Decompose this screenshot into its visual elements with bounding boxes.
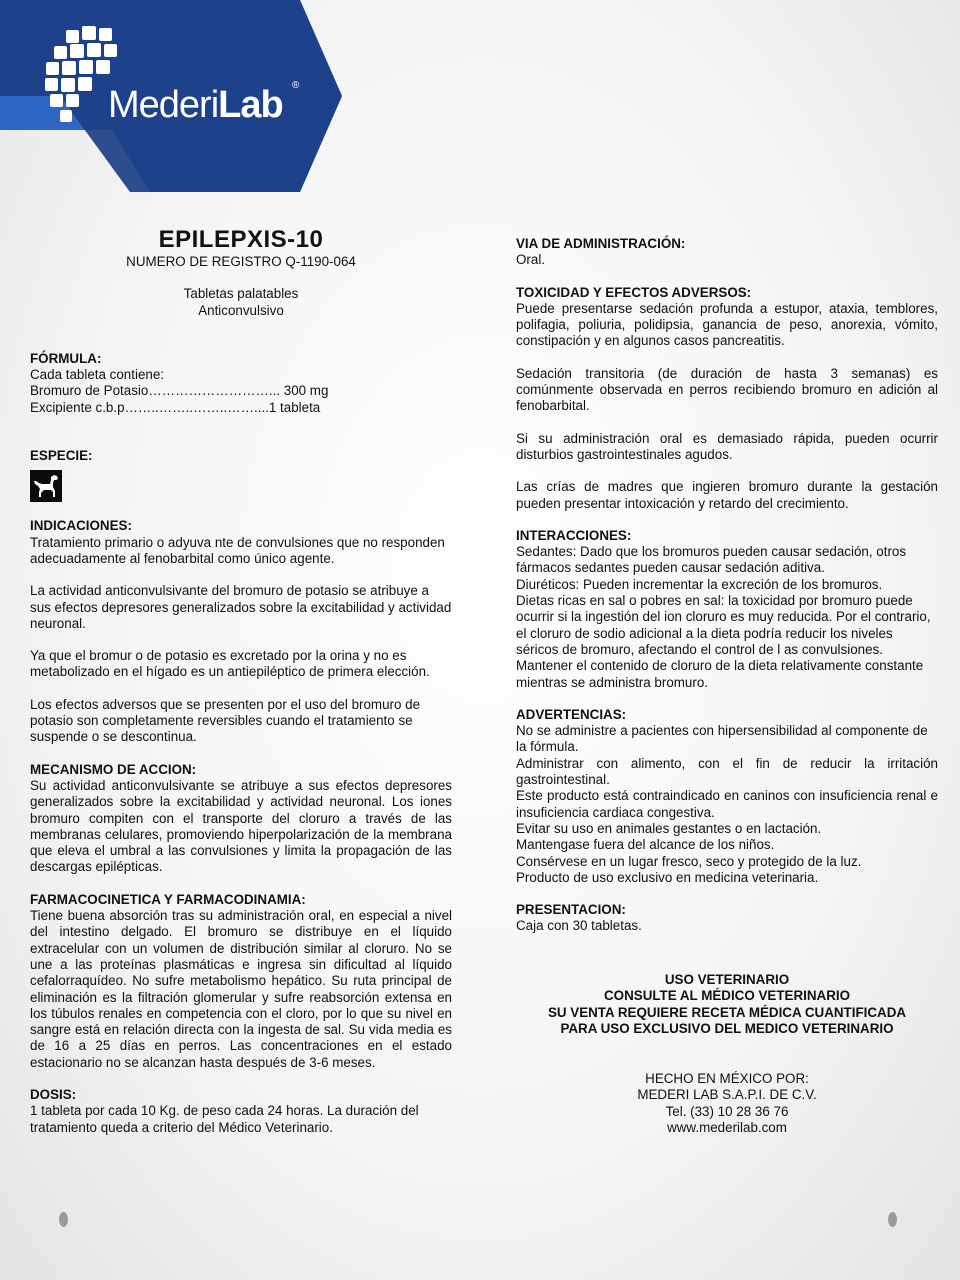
- fold-mark-left: [59, 1212, 68, 1227]
- indicaciones-paragraph: Tratamiento primario o adyuva nte de convulsiones que no responden adecuadamente al fenobarbital como único agente.: [30, 534, 445, 566]
- fold-mark-right: [888, 1212, 897, 1227]
- via-text: Oral.: [516, 252, 546, 268]
- via-heading: VIA DE ADMINISTRACIÓN:: [516, 236, 686, 251]
- toxicidad-paragraph: Puede presentarse sedación profunda a estupor, ataxia, temblores, polifagia, poliuria, polidipsia, ganancia de peso, anorexia, vómito, constipación y en algunos casos pancreatitis.: [516, 300, 938, 349]
- left-column: [30, 226, 452, 1136]
- toxicidad-paragraph: Las crías de madres que ingieren bromuro durante la gestación pueden presentar intoxicación y retardo del crecimiento.: [516, 479, 938, 511]
- toxicidad-paragraph: Si su administración oral es demasiado rápida, pueden ocurrir disturbios gastrointestinales agudos.: [516, 430, 938, 462]
- advertencias-line: Este producto está contraindicado en caninos con insuficiencia renal e insuficiencia cardiaca congestiva.: [516, 788, 938, 820]
- manufacturer-info: [516, 1071, 938, 1136]
- presentacion-heading: PRESENTACION:: [516, 902, 626, 918]
- advertencias-line: Mantengase fuera del alcance de los niños.: [516, 837, 775, 853]
- formula-heading: FÓRMULA:: [30, 350, 102, 366]
- legal-notice: [516, 972, 938, 1037]
- indicaciones-paragraph: Ya que el bromur o de potasio es excretado por la orina y no es metabolizado en el hígado es un antiepiléptico de primera elección.: [30, 648, 430, 680]
- manufacturer-line: HECHO EN MÉXICO POR:: [645, 1071, 809, 1086]
- registration-number: NUMERO DE REGISTRO Q-1190-064: [126, 254, 356, 269]
- registered-mark: ®: [292, 80, 300, 91]
- interacciones-line: Sedantes: Dado que los bromuros pueden causar sedación, otros fármacos sedantes pueden causar sedación aditiva.: [516, 544, 907, 576]
- mecanismo-heading: MECANISMO DE ACCION:: [30, 761, 197, 777]
- logo-wordmark-bold: Lab: [218, 84, 283, 126]
- interacciones-line: Diuréticos: Pueden incrementar la excreción de los bromuros.: [516, 576, 883, 592]
- dosis-text: 1 tableta por cada 10 Kg. de peso cada 24 horas. La duración del tratamiento queda a criterio del Médico Veterinario.: [30, 1103, 419, 1135]
- dog-icon: [30, 470, 62, 502]
- legal-line: SU VENTA REQUIERE RECETA MÉDICA CUANTIFICADA: [547, 1004, 907, 1020]
- advertencias-line: Evitar su uso en animales gestantes o en lactación.: [516, 820, 822, 836]
- advertencias-line: Administrar con alimento, con el fin de reducir la irritación gastrointestinal.: [516, 755, 938, 788]
- product-form: Tabletas palatables: [183, 286, 299, 302]
- brand-logo: [0, 0, 345, 192]
- formula-line: Excipiente c.b.p……..……..……..……....1 tableta: [30, 399, 321, 415]
- advertencias-heading: ADVERTENCIAS:: [516, 706, 627, 722]
- formula-line: Bromuro de Potasio………………………... 300 mg: [30, 383, 329, 399]
- dosis-heading: DOSIS:: [30, 1086, 77, 1102]
- toxicidad-heading: TOXICIDAD Y EFECTOS ADVERSOS:: [516, 284, 752, 300]
- formula-line: Cada tableta contiene:: [30, 367, 165, 383]
- manufacturer-line: MEDERI LAB S.A.P.I. DE C.V.: [637, 1087, 817, 1103]
- legal-line: PARA USO EXCLUSIVO DEL MEDICO VETERINARIO: [560, 1020, 894, 1036]
- farmaco-heading: FARMACOCINETICA Y FARMACODINAMIA:: [30, 891, 306, 907]
- advertencias-line: Producto de uso exclusivo en medicina veterinaria.: [516, 869, 819, 885]
- interacciones-line: Dietas ricas en sal o pobres en sal: la toxicidad por bromuro puede ocurrir si la ingestión del ion cloruro es muy reducida. Por el contrario, el cloruro de sodio adicional a la dieta podría reducir los niveles séricos de bromuro, afectando el control de l as convulsiones. Mantener el contenido de cloruro de la dieta relativamente constante mientras se administra bromuro.: [516, 593, 931, 690]
- mecanismo-text: Su actividad anticonvulsivante se atribuye a sus efectos depresores generalizados sobre la excitabilidad y actividad neuronal. Los iones bromuro compiten con el transporte del cloruro a través de las membranas celulares, promoviendo hiperpolarización de la membrana que eleva el umbral a las convulsiones y limita la propagación de las descargas epilépticas.: [30, 777, 452, 875]
- toxicidad-paragraph: Sedación transitoria (de duración de hasta 3 semanas) es comúnmente observada en perros recibiendo bromuro en adición al fenobarbital.: [516, 365, 938, 414]
- manufacturer-phone: Tel. (33) 10 28 36 76: [665, 1103, 789, 1119]
- advertencias-line: Consérvese en un lugar fresco, seco y protegido de la luz.: [516, 853, 862, 869]
- indicaciones-paragraph: La actividad anticonvulsivante del bromuro de potasio se atribuye a sus efectos depresores generalizados sobre la excitabilidad y actividad neuronal.: [30, 583, 452, 631]
- legal-line: CONSULTE AL MÉDICO VETERINARIO: [604, 988, 850, 1004]
- especie-heading: ESPECIE:: [30, 448, 93, 464]
- product-title: EPILEPXIS-10: [158, 226, 324, 253]
- legal-line: USO VETERINARIO: [664, 972, 790, 987]
- interacciones-heading: INTERACCIONES:: [516, 527, 632, 543]
- indicaciones-heading: INDICACIONES:: [30, 518, 132, 534]
- presentacion-text: Caja con 30 tabletas.: [516, 918, 642, 934]
- manufacturer-website: www.mederilab.com: [667, 1119, 787, 1135]
- logo-wordmark: [108, 84, 283, 127]
- right-column: [516, 236, 938, 935]
- product-class: Anticonvulsivo: [198, 302, 284, 318]
- advertencias-line: No se administre a pacientes con hipersensibilidad al componente de la fórmula.: [516, 723, 928, 755]
- logo-wordmark-light: Mederi: [108, 84, 219, 126]
- farmaco-text: Tiene buena absorción tras su administración oral, en especial a nivel del intestino delgado. El bromuro se distribuye en el líquido extracelular con un volumen de distribución similar al cloruro. No se une a las proteínas plasmáticas e ingresa sin dificultad al líquido cefalorraquídeo. No sufre metabolismo hepático. Su ruta principal de eliminación es la filtración glomerular y sufre reabsorción extensa en los túbulos renales en competencia con el cloro, por lo que su nivel en sangre está en relación directa con la ingesta de sal. Su vida media es de 16 a 25 días en perros. Las concentraciones en el estado estacionario no se alcanzan hasta después de 3-6 meses.: [30, 908, 452, 1070]
- indicaciones-paragraph: Los efectos adversos que se presenten por el uso del bromuro de potasio son completamente reversibles cuando el tratamiento se suspende o se descontinua.: [30, 696, 421, 745]
